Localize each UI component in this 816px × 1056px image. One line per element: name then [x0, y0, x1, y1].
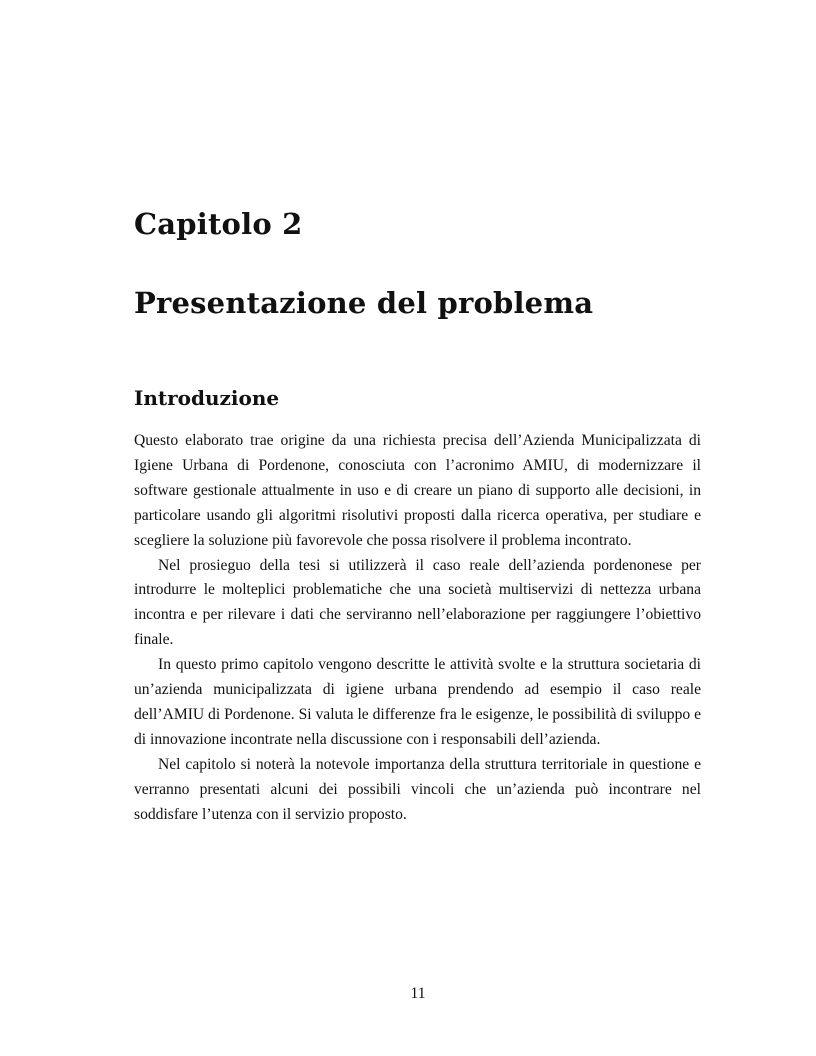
paragraph-3: In questo primo capitolo vengono descritte le attività svolte e la struttura societaria di un’azienda municipalizzata di igiene urbana prendendo ad esempio il caso reale dell’AMIU di Pordenone. Si valuta le differenze fra le esigenze, le possibilità di sviluppo e di innovazione incontrate nella discussione con i responsabili dell’azienda.: [134, 656, 701, 748]
chapter-title: Presentazione del problema: [134, 286, 594, 320]
page-number: 11: [410, 985, 426, 1002]
paragraph-4: Nel capitolo si noterà la notevole importanza della struttura territoriale in questione e verranno presentati alcuni dei possibili vincoli che un’azienda può incontrare nel soddisfare l’utenza con il servizio proposto.: [134, 755, 701, 823]
section-title: Introduzione: [134, 386, 280, 410]
paragraph-2: Nel prosieguo della tesi si utilizzerà il caso reale dell’azienda pordenonese per introdurre le molteplici problematiche che una società multiservizi di nettezza urbana incontra e per rilevare i dati che serviranno nell’elaborazione per raggiungere l’obiettivo finale.: [134, 556, 701, 649]
body-text: [134, 429, 701, 828]
paragraph-1: Questo elaborato trae origine da una richiesta precisa dell’Azienda Municipalizzata di Igiene Urbana di Pordenone, conosciuta con l’acronimo AMIU, di modernizzare il software gestionale attualmente in uso e di creare un piano di supporto alle decisioni, in particolare usando gli algoritmi risolutivi proposti dalla ricerca operativa, per studiare e scegliere la soluzione più favorevole che possa risolvere il problema incontrato.: [134, 432, 701, 549]
chapter-label: Capitolo 2: [134, 207, 303, 241]
